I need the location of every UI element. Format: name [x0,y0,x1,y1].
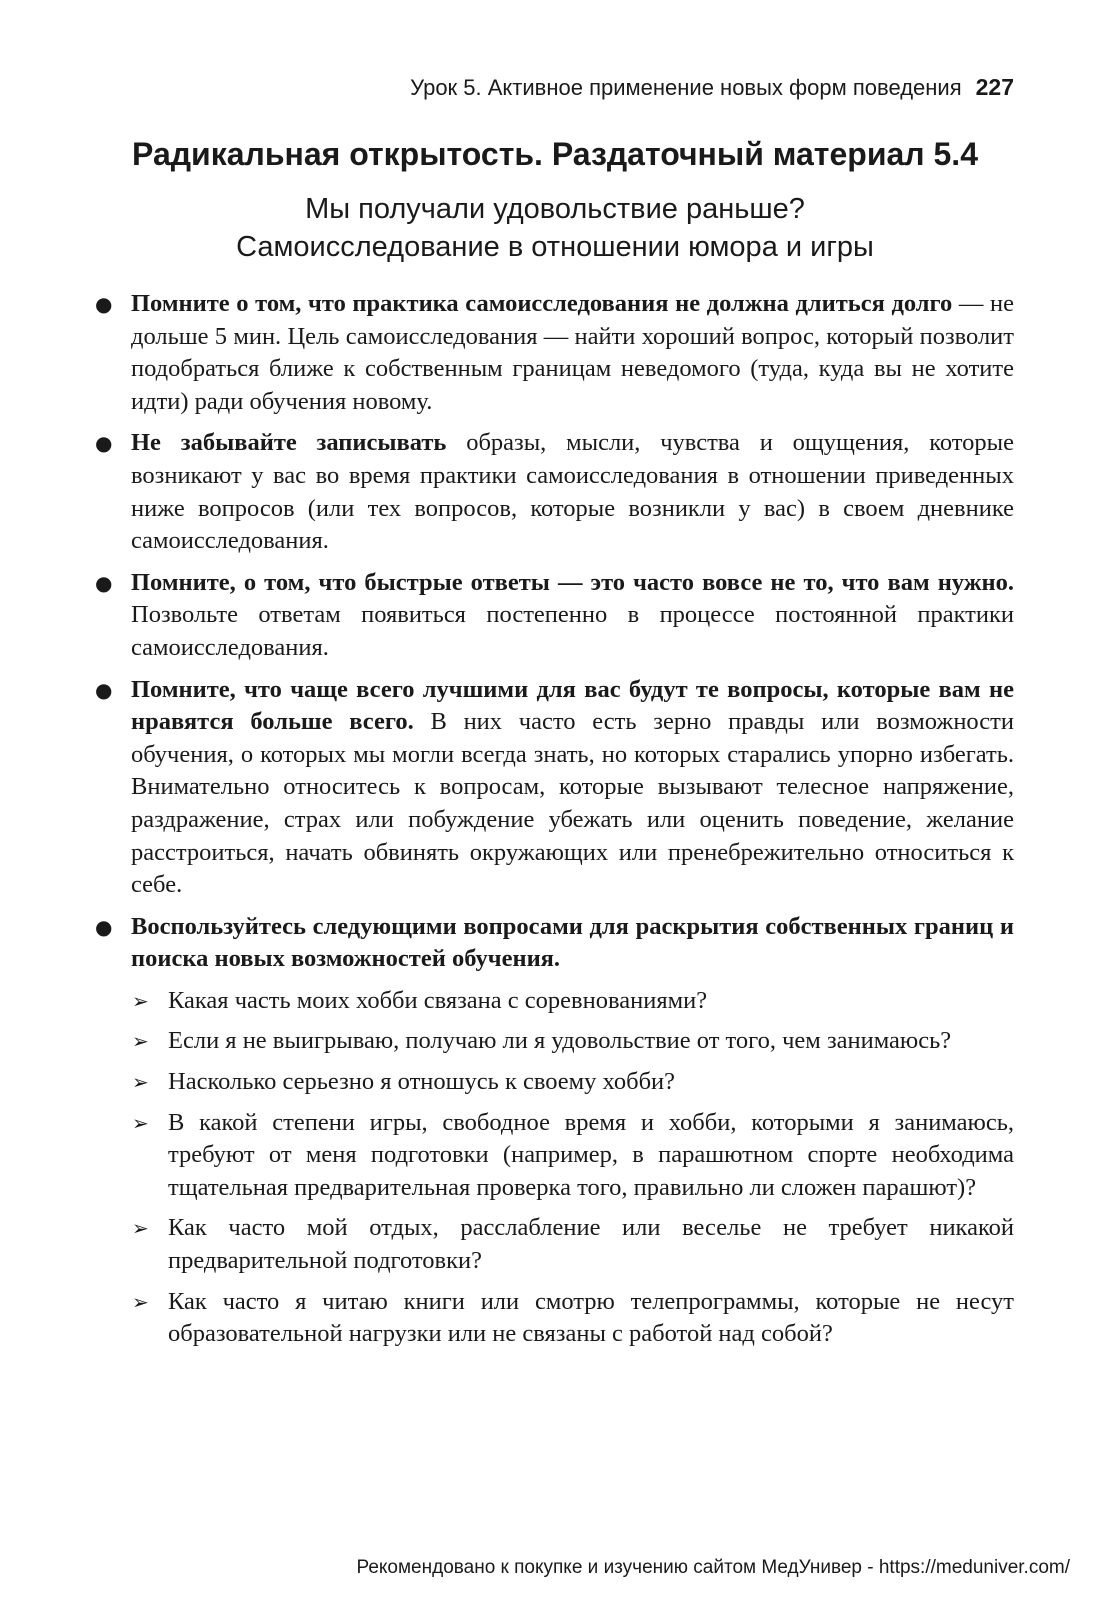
bullet-bold-text: Помните, о том, что быстрые ответы — это часто вовсе не то, что вам нужно. [131,568,1014,596]
question-item [132,1025,1014,1058]
page-number: 227 [975,74,1014,100]
arrow-bullet-icon: ➢ [132,1070,149,1095]
bullet-item [95,427,1014,557]
bullet-bold-text: Не забывайте записывать [131,429,447,457]
running-head [0,72,1014,103]
bullet-text: Позвольте ответам появиться постепенно в процессе постоянной практики самоисследования. [131,601,1014,661]
bullet-bold-text: Помните о том, что практика самоисследования не должна длиться долго [131,290,953,317]
question-text: Если я не выигрываю, получаю ли я удовольствие от того, чем занимаюсь? [168,1027,952,1055]
handout-subtitle [0,190,1110,266]
arrow-bullet-icon: ➢ [132,1289,149,1314]
bullet-dot-icon: ● [95,570,113,595]
arrow-bullet-icon: ➢ [132,1110,149,1135]
arrow-bullet-icon: ➢ [132,1216,149,1241]
question-text: Насколько серьезно я отношусь к своему хобби? [168,1068,676,1096]
bullet-item [95,674,1014,902]
question-item [132,1107,1014,1205]
question-item [132,1066,1014,1099]
subtitle-line-2: Самоисследование в отношении юмора и игры [236,231,874,263]
question-text: Как часто мой отдых, расслабление или веселье не требует никакой предварительной подготовки? [168,1214,1014,1275]
bullet-dot-icon: ● [95,677,113,702]
bullet-text: В них часто есть зерно правды или возможности обучения, о которых мы могли всегда знать, но которых старались упорно избегать. Внимательно относитесь к вопросам, которые вызывают телесное напряжение, раздражение, страх или побуждение убежать или оценить поведение, желание расстроиться, начать обвинять окружающих или пренебрежительно относиться к себе. [131,708,1014,899]
arrow-bullet-icon: ➢ [132,988,149,1013]
bullet-item [95,911,1014,976]
question-text: Какая часть моих хобби связана с соревнованиями? [168,986,708,1014]
handout-content [0,288,1110,1359]
question-item [132,985,1014,1018]
bullet-item [95,288,1014,418]
footer-promo: Рекомендовано к покупке и изучению сайтом МедУнивер - https://meduniver.com/ [356,1557,1070,1578]
question-text: В какой степени игры, свободное время и хобби, которыми я занимаюсь, требуют от меня подготовки (например, в парашютном спорте необходима тщательная предварительная проверка того, правильно ли сложен парашют)? [168,1108,1014,1201]
bullet-dot-icon: ● [95,431,113,456]
bullet-dot-icon: ● [95,292,113,316]
bullet-dot-icon: ● [95,914,113,939]
arrow-bullet-icon: ➢ [132,1029,149,1054]
bullet-bold-text: Помните, что чаще всего лучшими для вас будут те вопросы, которые вам не нравятся больше всего. [131,675,1014,736]
running-head-text: Урок 5. Активное применение новых форм поведения [410,75,962,100]
handout-title: Радикальная открытость. Раздаточный материал 5.4 [132,136,978,172]
subtitle-line-1: Мы получали удовольствие раньше? [305,193,805,225]
bullet-bold-text: Воспользуйтесь следующими вопросами для раскрытия собственных границ и поиска новых возможностей обучения. [131,912,1014,973]
question-item [132,1212,1014,1277]
question-item [132,1286,1014,1351]
bullet-text: — не дольше 5 мин. Цель самоисследования — найти хороший вопрос, который позволит подобраться ближе к собственным границам неведомого (туда, куда вы не хотите идти) ради обучения новому. [131,290,1014,415]
question-text: Как часто я читаю книги или смотрю телепрограммы, которые не несут образовательной нагрузки или не связаны с работой над собой? [168,1287,1014,1348]
bullet-text: образы, мысли, чувства и ощущения, которые возникают у вас во время практики самоисследования в отношении приведенных ниже вопросов (или тех вопросов, которые возникли у вас) в своем дневнике самоисследования. [131,429,1014,555]
bullet-item [95,567,1014,665]
